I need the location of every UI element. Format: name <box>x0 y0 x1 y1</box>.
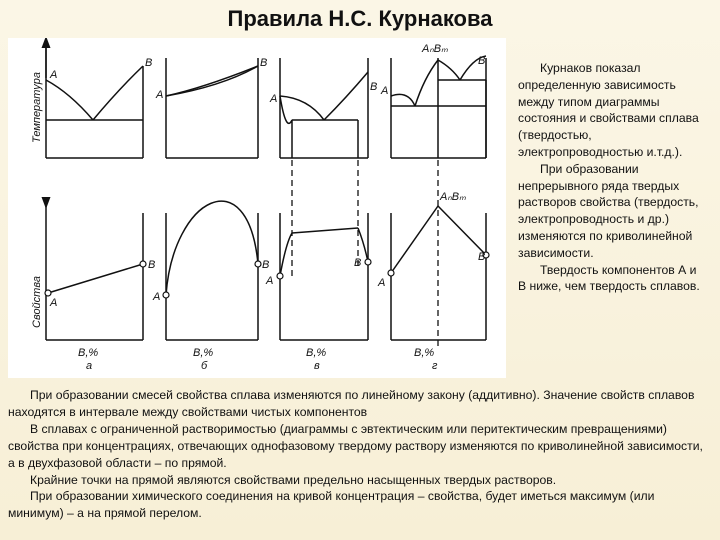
label-a-bottom-c: A <box>266 275 274 287</box>
x-sub-d: г <box>432 360 438 372</box>
label-compound-top: AₙBₘ <box>422 43 448 55</box>
x-label-c: B,% <box>306 347 327 359</box>
label-a-top-b: A <box>156 89 164 101</box>
x-label-d: B,% <box>414 347 435 359</box>
property-curve-a <box>46 203 143 340</box>
bottom-paragraph-1: При образовании смесей свойства сплава изменяются по линейному закону (аддитивно). Значение свойств сплавов находятся в интервале между свойствами чистых компонентов <box>8 388 695 419</box>
label-b-top-b: B <box>260 57 268 69</box>
x-label-a: B,% <box>78 347 99 359</box>
label-compound-bottom: AₙBₘ <box>440 191 466 203</box>
phase-diagram-c <box>280 58 368 158</box>
side-paragraph-2: При образовании непрерывного ряда твердых растворов свойства (твердость, электропроводность и др.) изменяются по криволинейной зависимости. <box>518 161 699 260</box>
label-a-bottom-b: A <box>153 291 161 303</box>
y-axis-label-properties: Свойства <box>31 276 43 328</box>
label-a-top-d: A <box>381 85 389 97</box>
x-label-b: B,% <box>193 347 214 359</box>
side-text <box>518 60 704 295</box>
x-sub-b: б <box>201 360 208 372</box>
label-b-bottom-a: B <box>148 259 156 271</box>
phase-diagram-d <box>391 56 486 158</box>
label-a-top-a: A <box>50 69 58 81</box>
dashed-guides <box>292 160 438 346</box>
bottom-paragraph-4: При образовании химического соединения на кривой концентрация – свойства, будет иметься максимум (или минимум) – а на прямой перелом. <box>8 489 655 521</box>
phase-diagram-b <box>166 58 258 158</box>
side-paragraph-1: Курнаков показал определенную зависимость между типом диаграммы состояния и свойствами сплава (твердостью, электропроводностью и.т.д.). <box>518 61 699 159</box>
label-b-top-d: B <box>478 55 486 67</box>
diagram-svg <box>8 38 506 378</box>
property-curve-c <box>280 213 368 340</box>
slide-title: Правила Н.С. Курнакова <box>227 6 493 31</box>
label-b-bottom-b: B <box>262 259 270 271</box>
label-b-bottom-c: B <box>354 257 362 269</box>
label-b-top-c: B <box>370 81 378 93</box>
phase-diagram-figure <box>8 38 506 378</box>
bottom-paragraph-3: Крайние точки на прямой являются свойствами предельно насыщенных твердых растворов. <box>30 472 557 487</box>
x-sub-c: в <box>314 360 320 372</box>
label-a-bottom-d: A <box>378 277 386 289</box>
label-b-top-a: B <box>145 57 153 69</box>
label-a-bottom-a: A <box>50 297 58 309</box>
x-sub-a: a <box>86 360 93 372</box>
phase-diagram-a <box>46 40 143 158</box>
label-b-bottom-d: B <box>478 251 486 263</box>
side-paragraph-3: Твердость компонентов А и В ниже, чем твердость сплавов. <box>518 262 700 294</box>
bottom-paragraph-2: В сплавах с ограниченной растворимостью (диаграммы с эвтектическим или перитектическим превращениями) свойства при концентрациях, отвечающих однофазовому твердому раствору изменяются по криволинейной зависимости, а в двухфазовой области – по прямой. <box>8 421 703 470</box>
bottom-text <box>8 387 710 522</box>
property-curve-b <box>166 201 258 340</box>
label-a-top-c: A <box>270 93 278 105</box>
y-axis-label-temperature: Температура <box>31 72 43 143</box>
